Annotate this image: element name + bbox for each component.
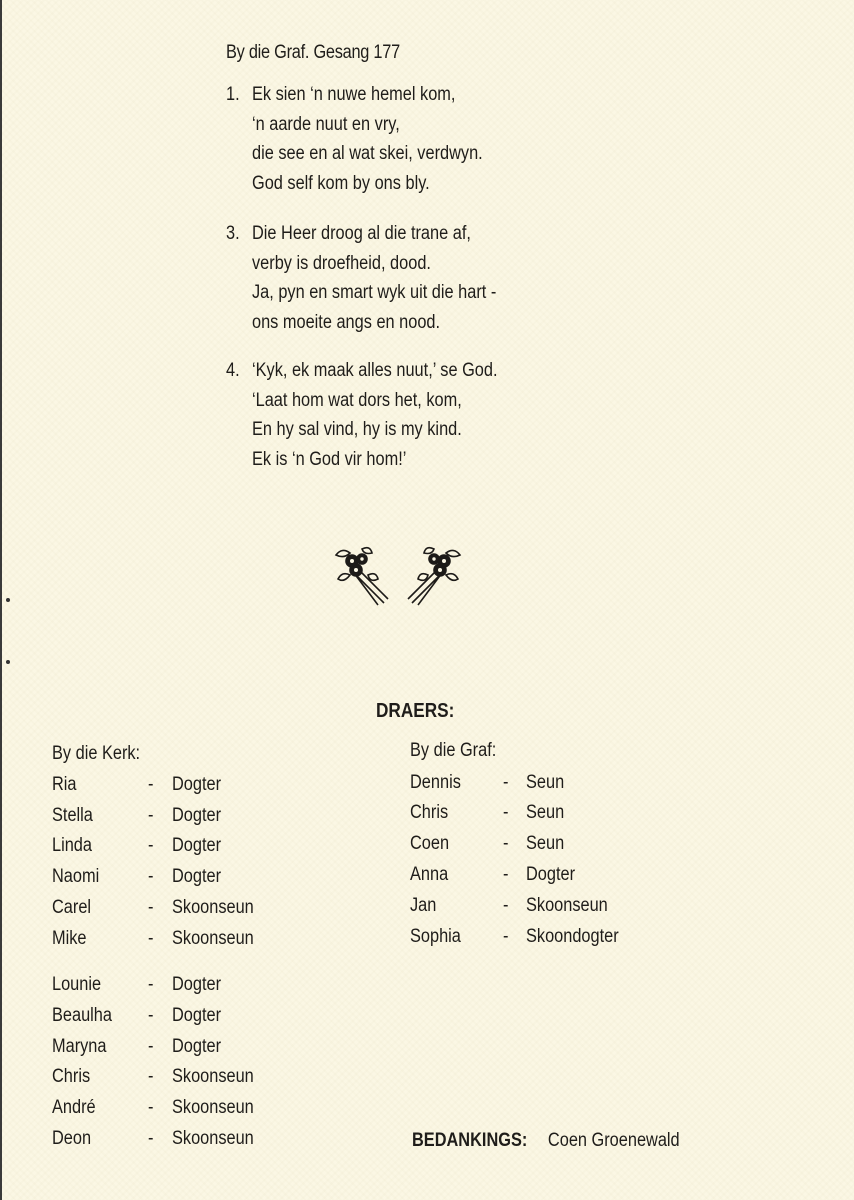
pallbearer-relation: Dogter — [172, 974, 222, 995]
pallbearer-dash: - — [148, 866, 154, 887]
pallbearer-dash: - — [503, 833, 509, 854]
acknowledgements — [412, 1130, 680, 1152]
pallbearer-row — [0, 864, 854, 894]
pallbearer-relation: Seun — [526, 802, 565, 823]
pallbearer-dash: - — [148, 897, 154, 918]
verse-number: 1. — [226, 84, 240, 105]
verse-line: verby is droefheid, dood. — [252, 252, 431, 274]
verse-line: ‘Laat hom wat dors het, kom, — [252, 389, 462, 411]
pallbearer-row — [0, 1066, 854, 1096]
verse-line: ‘n aarde nuut en vry, — [252, 113, 400, 135]
pallbearer-name: Dennis — [410, 772, 461, 793]
pallbearer-name: Ria — [52, 774, 77, 795]
pallbearer-dash: - — [503, 895, 509, 916]
pallbearer-name: Lounie — [52, 974, 102, 995]
pallbearers-title: DRAERS: — [376, 700, 455, 722]
pallbearer-dash: - — [148, 974, 154, 995]
verse-line: die see en al wat skei, verdwyn. — [252, 143, 483, 164]
verse-line: Ek is ‘n God vir hom!’ — [252, 448, 407, 470]
pallbearer-dash: - — [503, 864, 509, 885]
pallbearer-name: Jan — [410, 895, 437, 916]
pallbearer-dash: - — [148, 928, 154, 949]
acknowledgements-name: Coen Groenewald — [547, 1130, 680, 1151]
pallbearer-name: Sophia — [410, 926, 461, 947]
pallbearer-row — [0, 833, 854, 863]
pallbearer-row — [0, 974, 854, 1004]
verse-line: En hy sal vind, hy is my kind. — [252, 419, 462, 440]
hymn-title: By die Graf. Gesang 177 — [226, 42, 400, 63]
pallbearer-relation: Skoonseun — [172, 1128, 254, 1149]
pallbearer-name: Mike — [52, 928, 87, 949]
pallbearer-dash: - — [148, 1097, 154, 1118]
verse-line: Ja, pyn en smart wyk uit die hart - — [252, 282, 497, 303]
pallbearer-relation: Skoonseun — [172, 1097, 254, 1118]
flower-bouquet-left-icon — [336, 548, 388, 605]
flower-bouquet-icon — [332, 545, 464, 607]
pallbearer-dash: - — [503, 926, 509, 947]
pallbearer-row — [0, 926, 854, 956]
pallbearer-dash: - — [503, 772, 509, 793]
acknowledgements-label: BEDANKINGS: — [412, 1130, 528, 1151]
pallbearer-relation: Skoonseun — [172, 928, 254, 949]
pallbearer-name: Anna — [410, 864, 449, 885]
pallbearer-name: Beaulha — [52, 1005, 112, 1026]
pallbearer-dash: - — [148, 1036, 154, 1057]
pallbearer-relation: Skoonseun — [172, 1066, 254, 1087]
speck-mark — [6, 598, 10, 602]
pallbearer-row — [0, 895, 854, 925]
verse-line: ‘Kyk, ek maak alles nuut,’ se God. — [252, 360, 498, 381]
pallbearer-relation: Skoondogter — [526, 926, 619, 947]
flower-bouquet-right-icon — [408, 548, 460, 605]
pallbearer-dash: - — [503, 802, 509, 823]
verse-line: Ek sien ‘n nuwe hemel kom, — [252, 84, 456, 105]
pallbearer-relation: Dogter — [172, 805, 222, 826]
pallbearer-relation: Dogter — [526, 864, 576, 885]
pallbearer-dash: - — [148, 1005, 154, 1026]
pallbearer-relation: Seun — [526, 833, 565, 854]
pallbearer-row — [0, 802, 854, 832]
pallbearer-name: Chris — [410, 802, 449, 823]
pallbearer-relation: Dogter — [172, 774, 222, 795]
pallbearer-name: Coen — [410, 833, 450, 854]
verse-line: Die Heer droog al die trane af, — [252, 223, 471, 244]
pallbearer-dash: - — [148, 1066, 154, 1087]
pallbearer-relation: Dogter — [172, 1005, 222, 1026]
pallbearer-name: Chris — [52, 1066, 91, 1087]
pallbearer-row — [0, 1005, 854, 1035]
grave-heading: By die Graf: — [410, 740, 497, 761]
verse-number: 4. — [226, 360, 240, 381]
pallbearer-relation: Dogter — [172, 866, 222, 887]
pallbearer-dash: - — [148, 805, 154, 826]
speck-mark — [6, 660, 10, 664]
pallbearer-dash: - — [148, 774, 154, 795]
pallbearer-relation: Seun — [526, 772, 565, 793]
pallbearer-dash: - — [148, 1128, 154, 1149]
pallbearer-relation: Skoonseun — [526, 895, 608, 916]
verse-number: 3. — [226, 223, 240, 244]
pallbearer-relation: Skoonseun — [172, 897, 254, 918]
pallbearer-name: Deon — [52, 1128, 92, 1149]
pallbearer-relation: Dogter — [172, 1036, 222, 1057]
verse-line: God self kom by ons bly. — [252, 172, 430, 194]
pallbearer-name: André — [52, 1097, 96, 1118]
church-heading: By die Kerk: — [52, 743, 141, 764]
pallbearer-row — [0, 1036, 854, 1066]
verse-line: ons moeite angs en nood. — [252, 311, 441, 333]
pallbearer-name: Carel — [52, 897, 92, 918]
pallbearer-row — [0, 1097, 854, 1127]
pallbearer-name: Linda — [52, 835, 92, 856]
pallbearer-dash: - — [148, 835, 154, 856]
pallbearer-name: Naomi — [52, 866, 100, 887]
pallbearer-relation: Dogter — [172, 835, 222, 856]
pallbearer-name: Stella — [52, 805, 93, 826]
pallbearer-name: Maryna — [52, 1036, 107, 1057]
pallbearer-row — [0, 772, 854, 802]
